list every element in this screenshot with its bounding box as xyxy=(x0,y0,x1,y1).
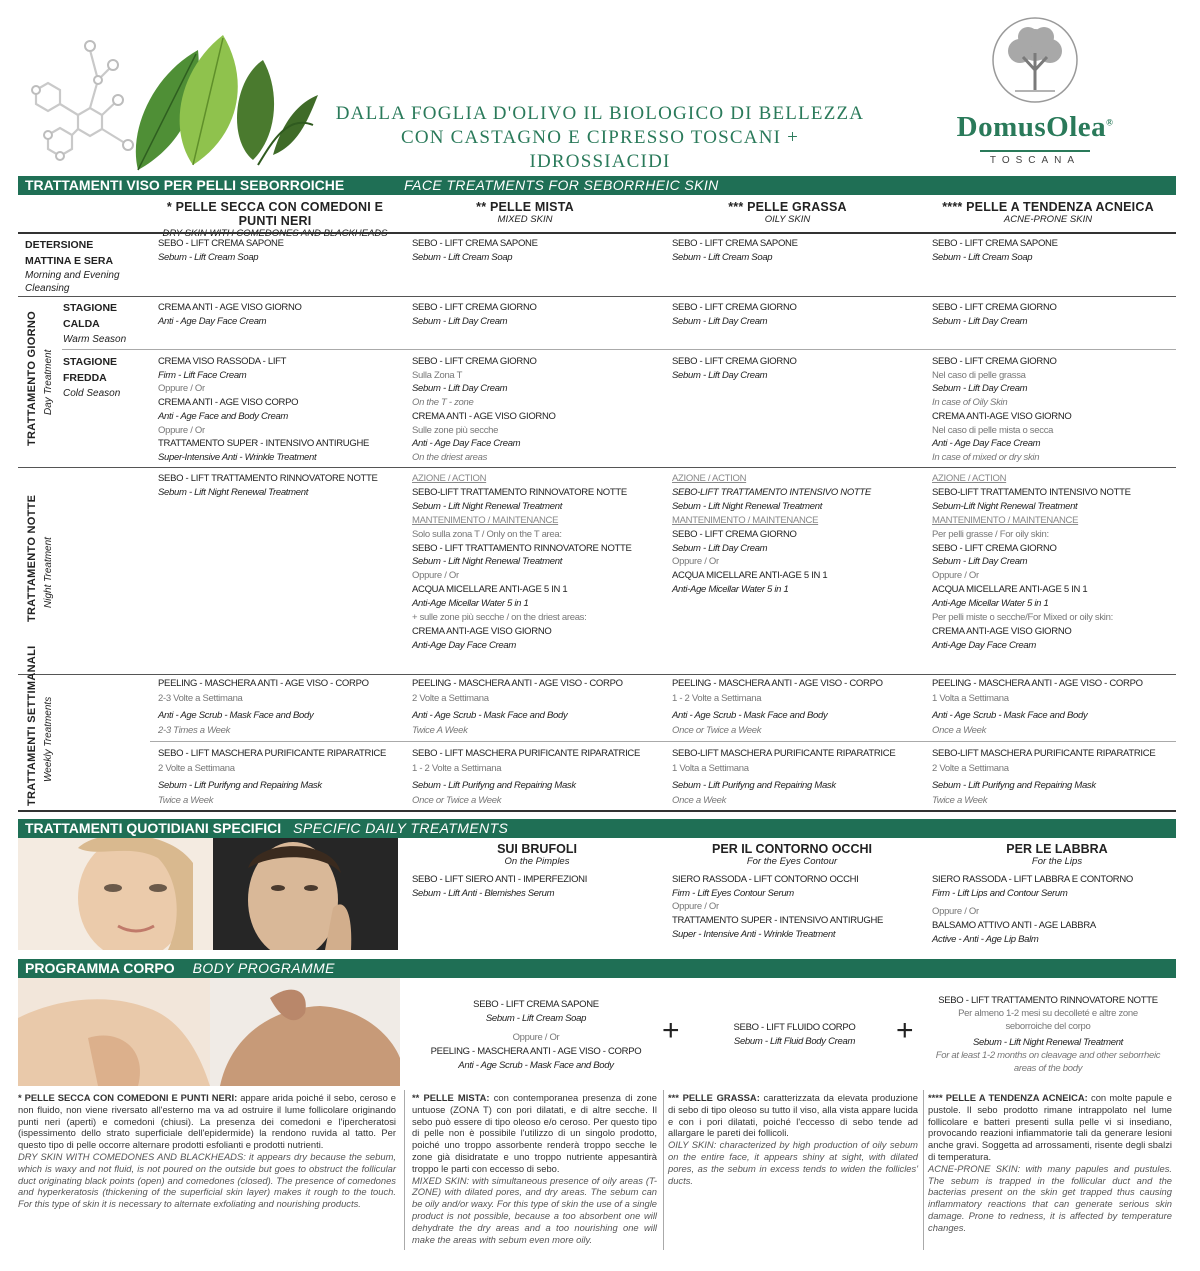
product-name-en: Sebum - Lift Purifyng and Repairing Mask xyxy=(158,780,322,791)
product-name: SEBO - LIFT CREMA GIORNO xyxy=(672,528,797,540)
frequency-en: Twice a Week xyxy=(158,795,214,806)
usage-note: Sulla Zona T xyxy=(412,369,463,381)
daily-bar-title: TRATTAMENTI QUOTIDIANI SPECIFICI xyxy=(25,820,282,836)
daily-col-eyes xyxy=(672,842,922,942)
cleansing-label: DETERSIONE xyxy=(25,239,94,251)
day-warm-oily xyxy=(672,301,797,328)
footnote-dry xyxy=(18,1092,396,1210)
cleansing-label-en: Morning and Evening xyxy=(25,270,120,281)
daily-col-sub: On the Pimples xyxy=(504,856,570,867)
season-label-en: Warm Season xyxy=(63,334,127,345)
day-cold-mixed xyxy=(412,355,556,465)
row-label-cleansing xyxy=(25,237,120,295)
product-name-en: Sebum - Lift Night Renewal Treatment xyxy=(972,1037,1124,1048)
daily-col-sub: For the Eyes Contour xyxy=(746,856,838,867)
frequency: 1 Volta a Settimana xyxy=(672,763,749,774)
or-label: Oppure / Or xyxy=(158,383,205,395)
product-name-en: Sebum - Lift Day Cream xyxy=(932,315,1028,327)
product-name: CREMA ANTI - AGE VISO GIORNO xyxy=(412,410,556,422)
product-name-en: Super-Intensive Anti - Wrinkle Treatment xyxy=(158,451,317,463)
row-label-cold xyxy=(63,354,120,402)
or-label: Oppure / Or xyxy=(412,570,459,582)
product-name: SEBO - LIFT FLUIDO CORPO xyxy=(733,1022,856,1033)
night-acne xyxy=(932,472,1131,653)
face-section-bar xyxy=(18,176,1176,195)
product-name-en: Anti - Age Face and Body Cream xyxy=(158,410,289,422)
product-name-en: Sebum - Lift Cream Soap xyxy=(932,251,1033,263)
product-name: TRATTAMENTO SUPER - INTENSIVO ANTIRUGHE xyxy=(672,915,884,927)
frequency: 1 - 2 Volte a Settimana xyxy=(412,763,502,774)
product-name: SEBO - LIFT TRATTAMENTO RINNOVATORE NOTTE xyxy=(938,995,1158,1006)
table-rule xyxy=(62,349,1176,350)
frequency: 2 Volte a Settimana xyxy=(158,763,235,774)
weekly-mask-oily xyxy=(672,746,895,808)
product-name: SEBO-LIFT TRATTAMENTO INTENSIVO NOTTE xyxy=(672,486,871,498)
frequency-en: Once or Twice a Week xyxy=(412,795,502,806)
product-name-en: Sebum - Lift Day Cream xyxy=(672,315,768,327)
product-name: SEBO - LIFT CREMA GIORNO xyxy=(932,356,1057,367)
frequency-en: Once a Week xyxy=(932,725,987,736)
face-bar-title: TRATTAMENTI VISO PER PELLI SEBORROICHE xyxy=(25,177,345,193)
usage-note-en: On the driest areas xyxy=(412,451,488,463)
table-rule xyxy=(18,232,1176,234)
daily-bar-subtitle: SPECIFIC DAILY TREATMENTS xyxy=(293,820,509,836)
frequency-en: Twice A Week xyxy=(412,725,468,736)
product-name: CREMA ANTI-AGE VISO GIORNO xyxy=(932,410,1072,422)
product-name: SEBO - LIFT CREMA GIORNO xyxy=(412,302,537,313)
product-name: CREMA ANTI - AGE VISO CORPO xyxy=(158,397,299,409)
usage-note: Nel caso di pelle grassa xyxy=(932,369,1026,381)
product-name: SEBO - LIFT CREMA GIORNO xyxy=(412,356,537,367)
product-name: BALSAMO ATTIVO ANTI - AGE LABBRA xyxy=(932,920,1096,932)
product-name: SEBO-LIFT TRATTAMENTO RINNOVATORE NOTTE xyxy=(412,486,627,498)
usage-note-en: On the T - zone xyxy=(412,397,474,409)
row-label-warm xyxy=(63,300,126,348)
usage-note-en: For at least 1-2 months on cleavage and other seborrheic xyxy=(935,1050,1161,1061)
day-cold-dry xyxy=(158,355,369,465)
product-name: CREMA ANTI-AGE VISO GIORNO xyxy=(932,625,1072,637)
col-sub: DRY SKIN WITH COMEDONES AND BLACKHEADS xyxy=(162,228,388,239)
product-name: SEBO - LIFT CREMA SAPONE xyxy=(672,238,798,249)
usage-note-en: areas of the body xyxy=(1013,1063,1083,1074)
product-name: PEELING - MASCHERA ANTI - AGE VISO - CORPO xyxy=(932,678,1143,689)
col-header-acne xyxy=(930,200,1166,225)
vlabel-day-en xyxy=(38,315,56,415)
product-name-en: Sebum - Lift Night Renewal Treatment xyxy=(412,556,563,568)
product-name: SEBO - LIFT MASCHERA PURIFICANTE RIPARATRICE xyxy=(412,748,641,759)
weekly-peeling-oily xyxy=(672,676,883,738)
table-rule xyxy=(18,296,1176,297)
product-name-en: Sebum - Lift Purifyng and Repairing Mask xyxy=(672,780,836,791)
footnote-acne xyxy=(928,1092,1172,1234)
product-name-en: Anti-Age Day Face Cream xyxy=(412,639,516,651)
col-sub: ACNE-PRONE SKIN xyxy=(1003,214,1093,225)
night-treatment-label: TRATTAMENTO NOTTE xyxy=(26,494,38,622)
usage-note: Per almeno 1-2 mesi su decolleté e altre zone xyxy=(958,1008,1138,1019)
usage-note-en: In case of Oily Skin xyxy=(932,397,1008,409)
footnote-divider xyxy=(663,1090,664,1250)
product-name: ACQUA MICELLARE ANTI-AGE 5 IN 1 xyxy=(412,584,568,596)
footnote-text-en: DRY SKIN WITH COMEDONES AND BLACKHEADS: it appears dry because the sebum, which is waxy and not fluid, is not poured on the outside but goes to obstruct the follicular duct originating black points (open) and comedones (closed). The presence of comedones and hyperkeratosis (thickening of the superficial skin layer) makes it rough to the touch. For this type of skin it is necessary to alternate exfoliating and nourishing products. xyxy=(18,1150,396,1210)
product-name-en: Active - Anti - Age Lip Balm xyxy=(932,933,1039,945)
footnote-title: ** PELLE MISTA: xyxy=(412,1092,490,1103)
cleansing-acne xyxy=(932,237,1058,264)
cleansing-oily xyxy=(672,237,798,264)
day-warm-acne xyxy=(932,301,1057,328)
brand-divider xyxy=(980,150,1090,152)
product-name: CREMA ANTI - AGE VISO GIORNO xyxy=(158,302,302,313)
frequency: 1 Volta a Settimana xyxy=(932,693,1009,704)
table-rule xyxy=(18,810,1176,812)
product-name-en: Sebum - Lift Night Renewal Treatment xyxy=(412,500,563,512)
back-man-image xyxy=(210,978,400,1086)
col-title: * PELLE SECCA CON COMEDONI E PUNTI NERI xyxy=(166,200,384,228)
frequency-en: Once or Twice a Week xyxy=(672,725,762,736)
col-title: **** PELLE A TENDENZA ACNEICA xyxy=(942,200,1154,214)
night-mixed xyxy=(412,472,632,653)
product-name: PEELING - MASCHERA ANTI - AGE VISO - CORPO xyxy=(672,678,883,689)
product-name: SEBO-LIFT MASCHERA PURIFICANTE RIPARATRICE xyxy=(672,748,896,759)
woman-face-photo xyxy=(18,838,213,950)
product-name: PEELING - MASCHERA ANTI - AGE VISO - CORPO xyxy=(412,678,623,689)
footnote-text: appare arida poiché il sebo, ceroso e non fluido, non viene riversato all'esterno ma va ad ostruire il lume follicolare originando punti neri (aperti) e comedoni (chiusi). La presenza dei comedoni e l'ipercheratosi (ispessimento dello strato superficiale dell'epidermide) la rendono ruvida al tatto. Per questo tipo di pelle occorre alternare prodotti esfolianti e prodotti nutrienti. xyxy=(18,1092,396,1151)
weekly-peeling-acne xyxy=(932,676,1143,738)
body-section-bar xyxy=(18,959,1176,978)
product-name-en: Sebum - Lift Cream Soap xyxy=(158,251,259,263)
product-name-en: Sebum-Lift Night Renewal Treatment xyxy=(932,500,1078,512)
product-name-en: Sebum - Lift Day Cream xyxy=(672,369,768,381)
product-name-en: Anti - Age Day Face Cream xyxy=(932,438,1041,450)
brand-logo xyxy=(945,15,1125,165)
phase-label: MANTENIMENTO / MAINTENANCE xyxy=(932,514,1079,526)
daily-col-lips xyxy=(932,842,1172,947)
season-label: STAGIONE xyxy=(63,302,118,314)
header-title xyxy=(330,102,870,174)
weekly-mask-mixed xyxy=(412,746,640,808)
product-name-en: Firm - Lift Face Cream xyxy=(158,369,247,381)
product-name-en: Sebum - Lift Day Cream xyxy=(672,542,768,554)
product-name-en: Sebum - Lift Purifyng and Repairing Mask xyxy=(412,780,576,791)
usage-note: Nel caso di pelle mista o secca xyxy=(932,424,1054,436)
daily-col-title: PER LE LABBRA xyxy=(1006,842,1108,856)
daily-section-bar xyxy=(18,819,1176,838)
product-name-en: Sebum - Lift Fluid Body Cream xyxy=(733,1036,856,1047)
footnote-divider xyxy=(404,1090,405,1250)
header-illustration xyxy=(18,20,348,175)
footnote-text: con molte papule e pustole. Il sebo prodotto rimane intrappolato nel lume follicolare e batteri presenti sulla pelle vi si insediano, provocando reazioni infiammatorie tali da generare lesioni anche gravi. Soggetta ad arrossamenti, risente degli sbalzi di temperatura. xyxy=(928,1092,1172,1162)
vlabel-night-en xyxy=(38,508,56,608)
night-treatment-label-en: Night Treatment xyxy=(43,537,54,608)
frequency: 2 Volte a Settimana xyxy=(932,763,1009,774)
col-header-oily xyxy=(670,200,905,225)
weekly-mask-dry xyxy=(158,746,386,808)
usage-note: Per pelli grasse / For oily skin: xyxy=(932,528,1049,540)
title-line-2: CON CASTAGNO E CIPRESSO TOSCANI + IDROSSIACIDI xyxy=(400,127,800,172)
product-name-en: Anti - Age Scrub - Mask Face and Body xyxy=(672,710,828,721)
woman-face-image xyxy=(18,838,213,950)
product-name-en: Sebum - Lift Night Renewal Treatment xyxy=(158,486,309,498)
table-rule xyxy=(150,741,1176,742)
body-bar-subtitle: BODY PROGRAMME xyxy=(192,960,335,976)
product-name-en: Sebum - Lift Cream Soap xyxy=(672,251,773,263)
usage-note-en: In case of mixed or dry skin xyxy=(932,451,1040,463)
day-treatment-label: TRATTAMENTO GIORNO xyxy=(26,311,38,446)
body-step-1 xyxy=(412,998,660,1073)
or-label: Oppure / Or xyxy=(512,1032,560,1043)
plus-sign: + xyxy=(662,1014,680,1047)
face-bar-subtitle: FACE TREATMENTS FOR SEBORRHEIC SKIN xyxy=(404,177,719,193)
product-name: SEBO - LIFT CREMA GIORNO xyxy=(672,302,797,313)
product-name-en: Anti - Age Day Face Cream xyxy=(412,438,521,450)
product-name: SEBO - LIFT CREMA SAPONE xyxy=(158,238,284,249)
product-name-en: Anti - Age Day Face Cream xyxy=(158,315,267,327)
col-header-mixed xyxy=(410,200,640,225)
product-name-en: Sebum - Lift Purifyng and Repairing Mask xyxy=(932,780,1096,791)
product-name-en: Anti-Age Micellar Water 5 in 1 xyxy=(932,598,1049,610)
cleansing-mixed xyxy=(412,237,538,264)
col-title: *** PELLE GRASSA xyxy=(728,200,847,214)
footnote-text-en: OILY SKIN: characterized by high production of oily sebum on the entire face, it appears shiny at sight, with dilated pores, as the sebum in excess tends to widen the follicles' ducts. xyxy=(668,1139,918,1186)
body-woman-photo xyxy=(18,978,210,1086)
product-name: SEBO - LIFT CREMA SAPONE xyxy=(932,238,1058,249)
product-name: SIERO RASSODA - LIFT CONTORNO OCCHI xyxy=(672,874,859,885)
usage-note: Per pelli miste o secche/For Mixed or oily skin: xyxy=(932,612,1113,624)
product-name-en: Firm - Lift Lips and Contour Serum xyxy=(932,887,1068,899)
product-name-en: Anti - Age Scrub - Mask Face and Body xyxy=(158,710,314,721)
weekly-peeling-dry xyxy=(158,676,369,738)
registered-mark: ® xyxy=(1106,117,1114,128)
table-rule xyxy=(18,674,1176,675)
product-name: SEBO - LIFT CREMA SAPONE xyxy=(473,999,599,1010)
footnote-title: * PELLE SECCA CON COMEDONI E PUNTI NERI: xyxy=(18,1092,238,1103)
phase-label: MANTENIMENTO / MAINTENANCE xyxy=(672,514,819,526)
product-name: SEBO - LIFT TRATTAMENTO RINNOVATORE NOTTE xyxy=(412,542,632,554)
product-name-en: Sebum - Lift Anti - Blemishes Serum xyxy=(412,887,555,899)
phase-label: AZIONE / ACTION xyxy=(412,473,487,484)
footnote-title: **** PELLE A TENDENZA ACNEICA: xyxy=(928,1092,1088,1103)
cleansing-dry xyxy=(158,237,284,264)
product-name-en: Anti-Age Micellar Water 5 in 1 xyxy=(412,598,529,610)
product-name: SEBO - LIFT CREMA GIORNO xyxy=(672,356,797,367)
product-name-en: Anti-Age Day Face Cream xyxy=(932,639,1036,651)
vlabel-weekly-en xyxy=(38,682,56,782)
product-name-en: Anti - Age Scrub - Mask Face and Body xyxy=(412,710,568,721)
product-name: SIERO RASSODA - LIFT LABBRA E CONTORNO xyxy=(932,874,1133,885)
or-label: Oppure / Or xyxy=(932,906,979,918)
product-name: TRATTAMENTO SUPER - INTENSIVO ANTIRUGHE xyxy=(158,438,370,450)
product-name: PEELING - MASCHERA ANTI - AGE VISO - CORPO xyxy=(158,678,369,689)
plus-sign: + xyxy=(896,1014,914,1047)
usage-note: seborroiche del corpo xyxy=(1005,1021,1091,1032)
col-sub: OILY SKIN xyxy=(764,214,811,225)
frequency-en: Once a Week xyxy=(672,795,727,806)
weekly-treatment-label-en: Weekly Treatments xyxy=(43,696,54,782)
daily-col-pimples xyxy=(412,842,662,900)
day-treatment-label-en: Day Treatment xyxy=(43,349,54,415)
or-label: Oppure / Or xyxy=(932,570,979,582)
product-name-en: Anti - Age Scrub - Mask Face and Body xyxy=(932,710,1088,721)
product-name: SEBO - LIFT MASCHERA PURIFICANTE RIPARATRICE xyxy=(158,748,387,759)
usage-note: Solo sulla zona T / Only on the T area: xyxy=(412,528,562,540)
night-dry xyxy=(158,472,378,499)
phase-label: MANTENIMENTO / MAINTENANCE xyxy=(412,514,559,526)
weekly-peeling-mixed xyxy=(412,676,623,738)
product-name: SEBO - LIFT SIERO ANTI - IMPERFEZIONI xyxy=(412,874,588,885)
season-label: FREDDA xyxy=(63,372,107,384)
man-face-image xyxy=(213,838,398,950)
phase-label: AZIONE / ACTION xyxy=(672,473,747,484)
body-man-photo xyxy=(210,978,400,1086)
frequency-en: 2-3 Times a Week xyxy=(158,725,231,736)
frequency: 1 - 2 Volte a Settimana xyxy=(672,693,762,704)
body-bar-title: PROGRAMMA CORPO xyxy=(25,960,175,976)
footnote-mixed xyxy=(412,1092,657,1245)
product-name: SEBO - LIFT TRATTAMENTO RINNOVATORE NOTTE xyxy=(158,473,378,484)
brand-name: DomusOlea® xyxy=(956,111,1114,143)
frequency: 2-3 Volte a Settimana xyxy=(158,693,243,704)
usage-note: + sulle zone più secche / on the driest areas: xyxy=(412,612,587,624)
man-face-photo xyxy=(213,838,398,950)
product-name: SEBO - LIFT CREMA SAPONE xyxy=(412,238,538,249)
body-step-2 xyxy=(702,1021,887,1049)
day-cold-acne xyxy=(932,355,1071,465)
product-name-en: Sebum - Lift Cream Soap xyxy=(412,251,513,263)
daily-col-sub: For the Lips xyxy=(1031,856,1083,867)
footnote-title: *** PELLE GRASSA: xyxy=(668,1092,760,1103)
title-line-1: DALLA FOGLIA D'OLIVO IL BIOLOGICO DI BELLEZZA xyxy=(335,103,865,124)
brand-subtitle: TOSCANA xyxy=(989,155,1081,166)
night-oily xyxy=(672,472,871,597)
product-name-en: Firm - Lift Eyes Contour Serum xyxy=(672,887,794,899)
frequency: 2 Volte a Settimana xyxy=(412,693,489,704)
footnote-text-en: MIXED SKIN: with simultaneous presence of oily areas (T-ZONE) with dilated pores, and dry areas. The sebum can be oily and/or waxy. For this type of skin the use of a single product is not possible, because a too absorbent one will dehydrate the dry areas and a too nourishing one will make the areas with sebum even more oily. xyxy=(412,1174,657,1245)
footnote-oily xyxy=(668,1092,918,1186)
footnote-text: caratterizzata da elevata produzione di sebo di tipo oleoso su tutto il viso, alla vista appare lucida e con i pori dilatati, poiché l'eccesso di sebo tende ad allargare le pareti dei follicoli. xyxy=(668,1092,918,1139)
product-name-en: Sebum - Lift Day Cream xyxy=(932,383,1028,395)
col-title: ** PELLE MISTA xyxy=(476,200,574,214)
frequency-en: Twice a Week xyxy=(932,795,988,806)
cleansing-label: MATTINA E SERA xyxy=(25,255,114,267)
product-name: PEELING - MASCHERA ANTI - AGE VISO - CORPO xyxy=(430,1046,642,1057)
day-warm-dry xyxy=(158,301,302,328)
product-name: ACQUA MICELLARE ANTI-AGE 5 IN 1 xyxy=(672,570,828,582)
phase-label: AZIONE / ACTION xyxy=(932,473,1007,484)
day-warm-mixed xyxy=(412,301,537,328)
or-label: Oppure / Or xyxy=(672,901,719,913)
product-name: SEBO-LIFT TRATTAMENTO INTENSIVO NOTTE xyxy=(932,486,1131,498)
daily-col-title: SUI BRUFOLI xyxy=(497,842,577,856)
product-name-en: Sebum - Lift Day Cream xyxy=(412,315,508,327)
product-name-en: Anti - Age Scrub - Mask Face and Body xyxy=(458,1060,614,1071)
col-sub: MIXED SKIN xyxy=(497,214,553,225)
product-name: ACQUA MICELLARE ANTI-AGE 5 IN 1 xyxy=(932,584,1088,596)
shoulder-woman-image xyxy=(18,978,210,1086)
product-name-en: Sebum - Lift Day Cream xyxy=(932,556,1028,568)
season-label: CALDA xyxy=(63,318,100,330)
or-label: Oppure / Or xyxy=(158,424,205,436)
product-name: SEBO - LIFT CREMA GIORNO xyxy=(932,542,1057,554)
product-name-en: Sebum - Lift Day Cream xyxy=(412,383,508,395)
footnote-text-en: ACNE-PRONE SKIN: with many papules and pustules. The sebum is trapped in the follicular duct and the bacterias present on the skin get trapped thus causing inflammatory reactions that can generate serious skin damage. Prone to redness, it is affected by temperature changes. xyxy=(928,1162,1172,1233)
daily-col-title: PER IL CONTORNO OCCHI xyxy=(712,842,872,856)
product-name-en: Sebum - Lift Cream Soap xyxy=(485,1013,587,1024)
product-name: SEBO-LIFT MASCHERA PURIFICANTE RIPARATRICE xyxy=(932,748,1156,759)
product-name-en: Sebum - Lift Night Renewal Treatment xyxy=(672,500,823,512)
day-cold-oily xyxy=(672,355,797,382)
product-name-en: Super - Intensive Anti - Wrinkle Treatment xyxy=(672,928,836,940)
table-rule xyxy=(18,467,1176,468)
molecule-leaves-image xyxy=(18,20,348,175)
product-name-en: Anti-Age Micellar Water 5 in 1 xyxy=(672,584,789,596)
product-name: SEBO - LIFT CREMA GIORNO xyxy=(932,302,1057,313)
cleansing-label-en: Cleansing xyxy=(25,283,70,294)
season-label-en: Cold Season xyxy=(63,388,121,399)
footnote-text: con contemporanea presenza di zone untuose (ZONA T) con pori dilatati, e di altre secche. Il sebo può essere di tipo oleoso e/o ceroso. Per questo tipo di pelle non è possibile l'utilizzo di un singolo prodotto, poiché uno troppo assorbente renderà troppo secche le zone già disidratate e uno troppo nutriente appesantirà troppo le parti con eccesso di sebo. xyxy=(412,1092,657,1174)
weekly-mask-acne xyxy=(932,746,1155,808)
body-step-3 xyxy=(930,994,1166,1075)
weekly-treatment-label: TRATTAMENTI SETTIMANALI xyxy=(26,645,38,806)
product-name: CREMA VISO RASSODA - LIFT xyxy=(158,356,287,367)
or-label: Oppure / Or xyxy=(672,556,719,568)
usage-note: Sulle zone più secche xyxy=(412,424,499,436)
season-label: STAGIONE xyxy=(63,356,118,368)
olive-tree-icon xyxy=(990,15,1080,105)
footnote-divider xyxy=(923,1090,924,1250)
product-name: CREMA ANTI-AGE VISO GIORNO xyxy=(412,625,552,637)
